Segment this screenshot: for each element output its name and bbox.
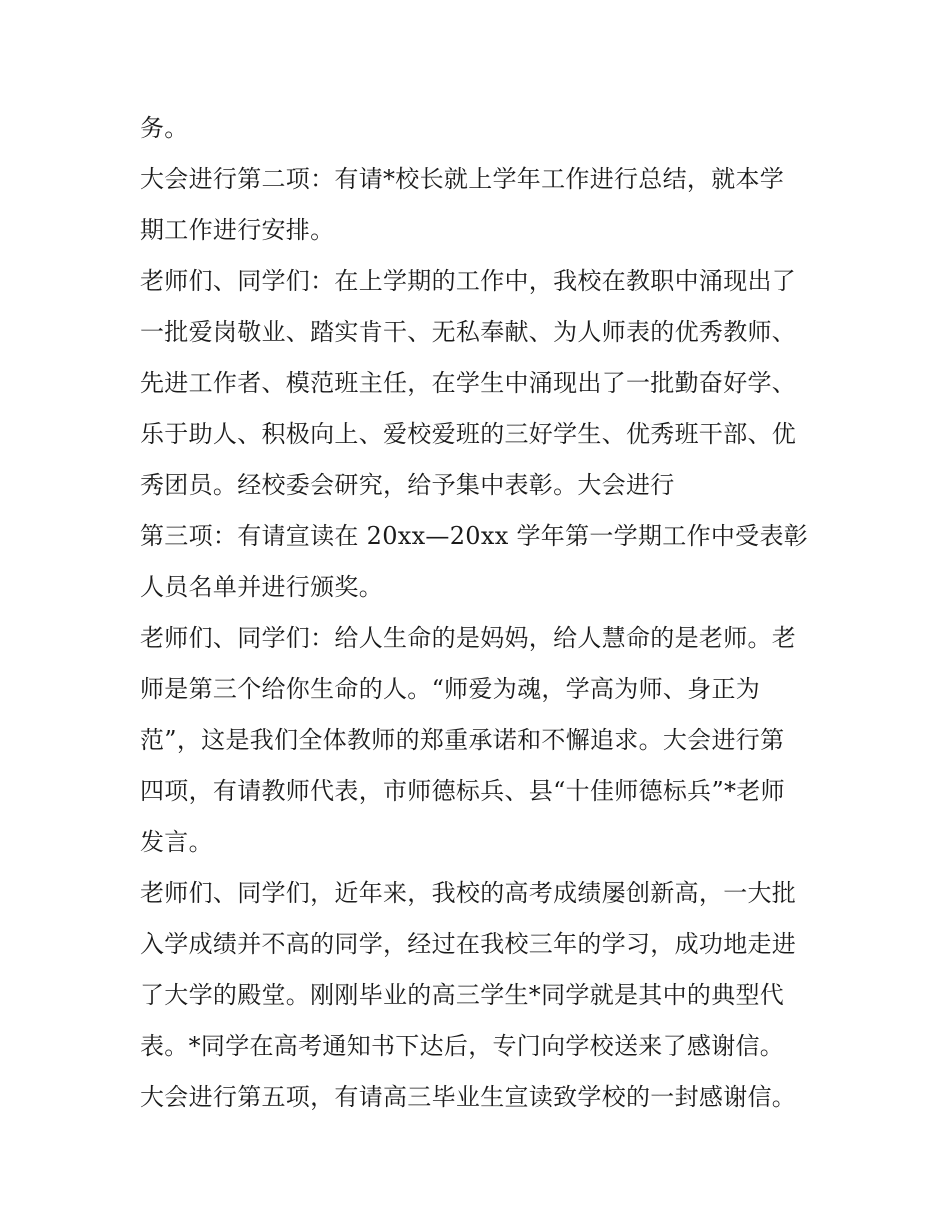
- text-line: 四项，有请教师代表，市师德标兵、县“十佳师德标兵”*老师: [140, 777, 785, 805]
- text-line: 乐于助人、积极向上、爱校爱班的三好学生、优秀班干部、优: [140, 420, 797, 448]
- text-line: 秀团员。经校委会研究，给予集中表彰。大会进行: [140, 471, 675, 499]
- text-line: 范”，这是我们全体教师的郑重承诺和不懈追求。大会进行第: [140, 726, 785, 754]
- text-line: 师是第三个给你生命的人。“师爱为魂，学高为师、身正为: [140, 675, 761, 703]
- text-line: 大会进行第二项：有请*校长就上学年工作进行总结，就本学: [140, 165, 785, 193]
- text-line: 大会进行第五项，有请高三毕业生宣读致学校的一封感谢信。: [140, 1083, 797, 1111]
- text-line: 人员名单并进行颁奖。: [140, 573, 383, 601]
- text-line: 入学成绩并不高的同学，经过在我校三年的学习，成功地走进: [140, 930, 797, 958]
- text-line: 一批爱岗敬业、踏实肯干、无私奉献、为人师表的优秀教师、: [140, 318, 797, 346]
- text-line: 老师们、同学们：给人生命的是妈妈，给人慧命的是老师。老: [140, 624, 797, 652]
- text-line: 老师们、同学们，近年来，我校的高考成绩屡创新高，一大批: [140, 879, 797, 907]
- text-line: 期工作进行安排。: [140, 216, 335, 244]
- text-line: 第三项：有请宣读在 20xx—20xx 学年第一学期工作中受表彰: [140, 522, 809, 550]
- text-line: 务。: [140, 114, 189, 142]
- text-line: 了大学的殿堂。刚刚毕业的高三学生*同学就是其中的典型代: [140, 981, 785, 1009]
- text-line: 发言。: [140, 828, 213, 856]
- text-line: 先进工作者、模范班主任，在学生中涌现出了一批勤奋好学、: [140, 369, 797, 397]
- text-line: 表。*同学在高考通知书下达后，专门向学校送来了感谢信。: [140, 1032, 785, 1060]
- document-body: [140, 103, 830, 1123]
- text-line: 老师们、同学们：在上学期的工作中，我校在教职中涌现出了: [140, 267, 797, 295]
